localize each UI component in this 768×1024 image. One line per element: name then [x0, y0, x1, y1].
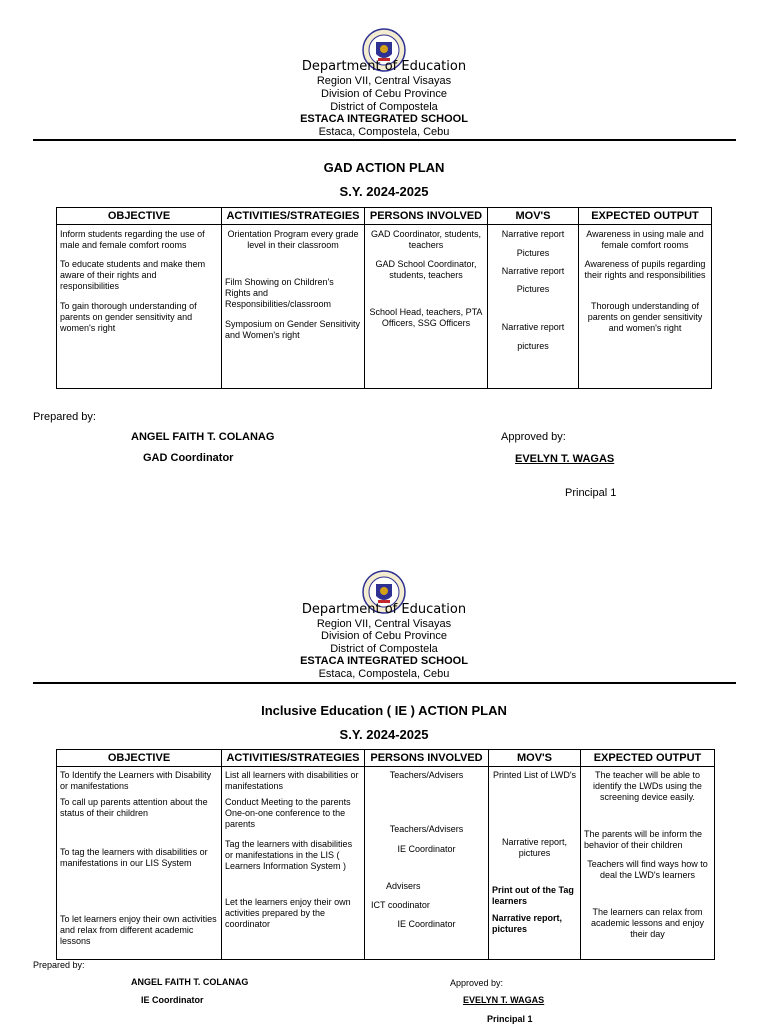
activity-item: Tag the learners with disabilities or manifestations in the LIS ( Learners Information System ) [225, 839, 353, 871]
table-header-row [57, 208, 712, 225]
person-item: ICT coodinator [371, 900, 430, 910]
prepared-by-label: Prepared by: [33, 960, 85, 970]
objective-item: To educate students and make them aware of their rights and responsibilities [60, 259, 206, 291]
department-name: Department of Education [301, 59, 467, 74]
district: District of Compostela [330, 643, 438, 655]
activities-cell [222, 767, 365, 960]
person-item: GAD School Coordinator, students, teachers [375, 259, 477, 280]
division: Division of Cebu Province [321, 630, 447, 642]
column-header: PERSONS INVOLVED [365, 208, 488, 225]
column-header: ACTIVITIES/STRATEGIES [222, 208, 365, 225]
objective-item: To call up parents attention about the status of their children [60, 797, 208, 818]
header-divider [33, 139, 736, 141]
person-item: IE Coordinator [397, 919, 456, 929]
approver-role: Principal 1 [487, 1014, 533, 1024]
activity-item: List all learners with disabilities or manifestations [225, 770, 359, 791]
mov-item: Narrative report [501, 266, 565, 276]
output-item: Teachers will find ways how to deal the LWD's learners [587, 859, 708, 880]
column-header: OBJECTIVE [57, 208, 222, 225]
output-item: Awareness of pupils regarding their rights and responsibilities [584, 259, 706, 280]
objective-item: To let learners enjoy their own activities and relax from different academic lessons [60, 914, 217, 946]
persons-cell [365, 767, 489, 960]
school-address: Estaca, Compostela, Cebu [318, 126, 450, 138]
mov-item: Narrative report [501, 322, 565, 332]
mov-item: Narrative report [501, 229, 565, 239]
movs-cell [489, 767, 581, 960]
mov-item: Print out of the Tag learners [492, 885, 574, 906]
mov-item: Pictures [516, 248, 550, 258]
approver-role: Principal 1 [565, 487, 617, 499]
gad-plan-title: GAD ACTION PLAN [323, 160, 445, 175]
output-item: Awareness in using male and female comfort rooms [586, 229, 704, 250]
region: Region VII, Central Visayas [316, 75, 452, 87]
output-item: The teacher will be able to identify the LWDs using the screening device easily. [593, 770, 702, 802]
person-item: School Head, teachers, PTA Officers, SSG Officers [369, 307, 483, 328]
output-item: The learners can relax from academic lessons and enjoy their day [590, 907, 705, 939]
column-header: MOV'S [489, 750, 581, 767]
objective-cell [57, 225, 222, 389]
column-header: OBJECTIVE [57, 750, 222, 767]
school-address: Estaca, Compostela, Cebu [318, 668, 450, 680]
persons-cell [365, 225, 488, 389]
person-item: GAD Coordinator, students, teachers [370, 229, 482, 250]
school-name: ESTACA INTEGRATED SCHOOL [300, 655, 468, 667]
objective-item: To gain thorough understanding of parents on gender sensitivity and women's right [60, 301, 197, 333]
column-header: MOV'S [488, 208, 579, 225]
activities-cell [222, 225, 365, 389]
activity-item: Symposium on Gender Sensitivity and Women's right [225, 319, 361, 340]
mov-item: Narrative report, pictures [492, 913, 563, 934]
activity-item: Film Showing on Children's Rights and Responsibilities/classroom [225, 277, 334, 309]
column-header: ACTIVITIES/STRATEGIES [222, 750, 365, 767]
prepared-by-label: Prepared by: [33, 411, 96, 423]
person-item: Teachers/Advisers [389, 770, 464, 780]
ie-plan-title: Inclusive Education ( IE ) ACTION PLAN [261, 703, 507, 718]
preparer-role: GAD Coordinator [143, 452, 234, 464]
table-header-row [57, 750, 715, 767]
district: District of Compostela [330, 101, 438, 113]
objective-cell [57, 767, 222, 960]
activity-item: Conduct Meeting to the parents One-on-one conference to the parents [225, 797, 351, 829]
objective-item: To tag the learners with disabilities or manifestations in our LIS System [60, 847, 208, 868]
mov-item: Narrative report, pictures [501, 837, 568, 858]
column-header: PERSONS INVOLVED [365, 750, 489, 767]
preparer-role: IE Coordinator [141, 995, 204, 1005]
ie-action-plan-table [56, 749, 715, 960]
person-item: IE Coordinator [397, 844, 456, 854]
gad-action-plan-table [56, 207, 712, 389]
objective-item: Inform students regarding the use of male and female comfort rooms [60, 229, 205, 250]
person-item: Teachers/Advisers [389, 824, 464, 834]
column-header: EXPECTED OUTPUT [581, 750, 715, 767]
column-header: EXPECTED OUTPUT [579, 208, 712, 225]
person-item: Advisers [386, 881, 421, 891]
gad-school-year: S.Y. 2024-2025 [339, 184, 429, 199]
preparer-name: ANGEL FAITH T. COLANAG [131, 431, 275, 443]
division: Division of Cebu Province [321, 88, 447, 100]
activity-item: Let the learners enjoy their own activities prepared by the coordinator [225, 897, 351, 929]
approver-name: EVELYN T. WAGAS [515, 453, 615, 465]
approved-by-label: Approved by: [501, 431, 566, 443]
approver-name: EVELYN T. WAGAS [463, 995, 545, 1005]
school-name: ESTACA INTEGRATED SCHOOL [300, 113, 468, 125]
mov-item: Printed List of LWD's [492, 770, 577, 780]
activity-item: Orientation Program every grade level in their classroom [227, 229, 359, 250]
output-cell [581, 767, 715, 960]
approved-by-label: Approved by: [450, 978, 504, 988]
output-item: Thorough understanding of parents on gender sensitivity and women's right [587, 301, 703, 333]
region: Region VII, Central Visayas [316, 618, 452, 630]
objective-item: To Identify the Learners with Disability or manifestations [60, 770, 212, 791]
header-divider [33, 682, 736, 684]
table-row [57, 225, 712, 389]
mov-item: pictures [517, 341, 549, 351]
ie-school-year: S.Y. 2024-2025 [339, 727, 429, 742]
preparer-name: ANGEL FAITH T. COLANAG [131, 977, 249, 987]
output-item: The parents will be inform the behavior of their children [584, 829, 703, 850]
department-name: Department of Education [301, 602, 467, 617]
table-row [57, 767, 715, 960]
output-cell [579, 225, 712, 389]
mov-item: Pictures [516, 284, 550, 294]
movs-cell [488, 225, 579, 389]
